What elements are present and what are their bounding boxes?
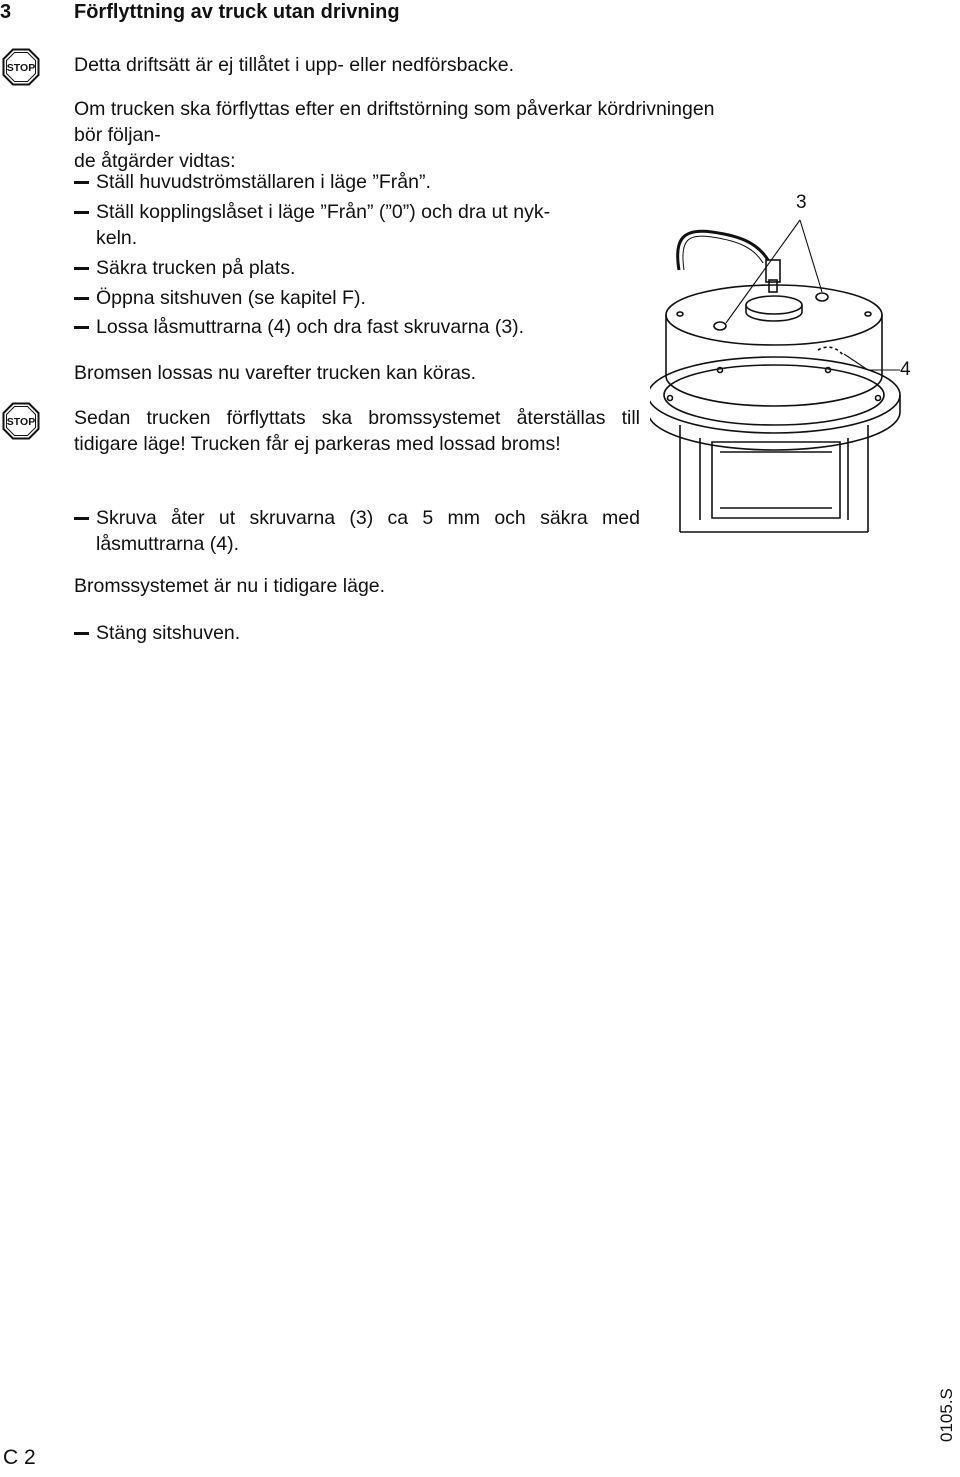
warning-restore-brake: Sedan trucken förflyttats ska bromssystemet återställas till tidigare läge! Trucken får ej parkeras med lossad broms!	[74, 407, 640, 455]
step-text	[96, 199, 640, 251]
step-item	[74, 255, 640, 281]
step-text: Ställ huvudströmställaren i läge ”Från”.	[96, 171, 431, 193]
step-text: Lossa låsmuttrarna (4) och dra fast skruvarna (3).	[96, 316, 525, 338]
step-item	[74, 620, 640, 646]
intro-line-1: Om trucken ska förflyttas efter en driftstörning som påverkar kördrivningen bör följan-	[74, 98, 715, 146]
step-item	[74, 199, 640, 251]
dash-bullet	[74, 199, 96, 251]
stop-sign-text: STOP	[6, 416, 36, 428]
step-text-line: Ställ kopplingslåset i läge ”Från” (”0”) och dra ut nyk-	[96, 201, 551, 223]
callout-label-screw: 3	[796, 192, 807, 213]
step-item	[74, 314, 640, 340]
dash-bullet	[74, 314, 96, 340]
stop-sign-icon	[2, 48, 40, 86]
step-text: Skruva åter ut skruvarna (3) ca 5 mm och säkra med låsmuttrarna (4).	[96, 507, 640, 555]
callout-label-nut: 4	[900, 359, 911, 380]
step-text: Säkra trucken på plats.	[96, 257, 296, 279]
stop-sign-icon	[2, 402, 40, 440]
section-number: 3	[0, 1, 12, 23]
intro-text	[74, 96, 734, 174]
dash-bullet	[74, 505, 96, 557]
document-code: 0105.S	[937, 1388, 956, 1442]
dash-bullet	[74, 169, 96, 195]
step-text-line: keln.	[96, 227, 138, 249]
dash-bullet	[74, 285, 96, 311]
result-text: Bromssystemet är nu i tidigare läge.	[74, 575, 386, 597]
result-text: Bromsen lossas nu varefter trucken kan köras.	[74, 362, 477, 384]
page-number: C 2	[3, 1446, 36, 1469]
step-item	[74, 505, 640, 557]
section-title: Förflyttning av truck utan drivning	[74, 1, 400, 23]
stop-sign-text: STOP	[6, 62, 36, 74]
step-text: Stäng sitshuven.	[96, 622, 241, 644]
intro-line-2: de åtgärder vidtas:	[74, 150, 236, 172]
warning-no-slope: Detta driftsätt är ej tillåtet i upp- eller nedförsbacke.	[74, 54, 515, 76]
dash-bullet	[74, 255, 96, 281]
step-item	[74, 169, 640, 195]
step-text: Öppna sitshuven (se kapitel F).	[96, 287, 366, 309]
dash-bullet	[74, 620, 96, 646]
step-item	[74, 285, 640, 311]
